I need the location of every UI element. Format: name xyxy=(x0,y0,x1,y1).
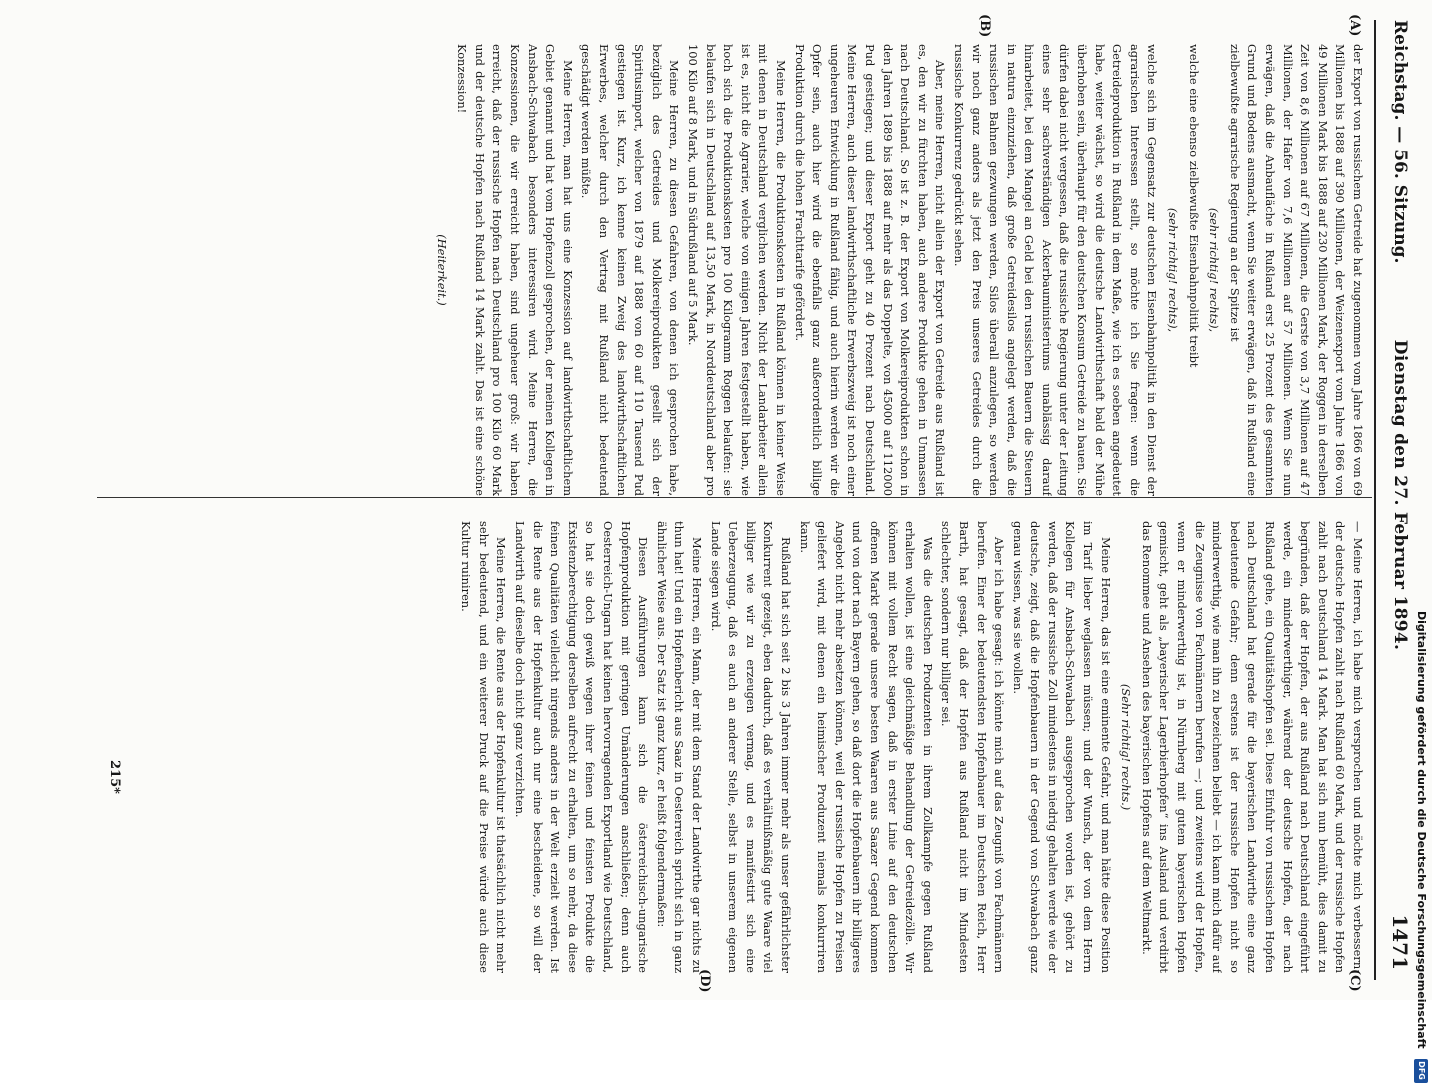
quoted-paragraph: Diesen Ausführungen kann sich die österreichisch-ungarische Hopfenproduktion mit geringen Umänderungen anschließen; denn auch Oesterreich-Ungarn hat keinen hervorragenden Exportland wie Deutschland, so hat sie doch gewiß wegen ihrer feinen und feinsten Produkte die Existenzberechtigung derselben aufrecht zu erhalten, um so mehr, da diese feinen Qualitäten vielleicht nirgends anders in der Welt erzielt werden. Ist die Rente aus der Hopfenkultur auch nur eine bescheidene, so will der Landwirth auf dieselbe doch nicht ganz verzichten. xyxy=(513,521,651,973)
digitization-footer xyxy=(1410,611,1432,1080)
paragraph: Meine Herren, das ist eine eminente Gefahr, und man hätte diese Position im Tarif lieber weglassen müssen; und der Wunsch, der von dem Herrn Kollegen für Ansbach-Schwabach ausgesprochen worden ist, gehört zu werden, daß der russische Zoll mindestens in niedrig gehalten werde wie der deutsche, zeigt, daß die Hopfenbauern in der Gegend von Schwabach ganz genau wissen, was sie wollen. xyxy=(1010,521,1113,973)
paragraph: Was die deutschen Produzenten in ihrem Zollkampfe gegen Rußland erhalten wollen, ist eine gleichmäßige Behandlung der Getreidezölle. Wir können mit vollem Recht sagen, daß in erster Linie auf den deutschen offenen Markt gerade unsere besten Waaren aus Saazer Gegend kommen und von dort nach Bayern gehen, so daß dort die Hopfenbauern ihr billigeres Angebot nicht mehr absetzen können, weil der russische Hopfen zu Preisen geliefert wird, mit denen ein heimischer Produzent niemals konkurriren kann. xyxy=(797,521,935,973)
paragraph: Aber ich habe gesagt: ich könnte mich auf das Zeugniß von Fachmännern berufen. Einer der bedeutendsten Hopfenbauer im Deutschen Reich, Herr Barth, hat gesagt, daß der Hopfen aus Rußland nicht im Mindesten schlechter, sondern nur billiger sei. xyxy=(939,521,1007,973)
margin-mark-a: (A) xyxy=(1347,14,1362,37)
right-column xyxy=(104,521,1366,973)
paragraph: Meine Herren, die Rente aus der Hopfenkultur ist thatsächlich nicht mehr sehr bedeutend, und ein weiterer Druck auf die Preise würde auch diese Kultur ruiniren. xyxy=(459,521,509,973)
paragraph: Meine Herren, zu diesen Gefahren, von denen ich gesprochen habe, bezüglich des Getreides und Molkereiprodukten gesellt sich der Spiritusimport, welcher von 1879 auf 1888 von 60 auf 110 Tausend Pud gestiegen ist. Kurz, ich kenne keinen Zweig des landwirthschaftlichen Erwerbes, welcher durch den Vertrag mit Rußland nicht bedeutend geschädigt werden müßte. xyxy=(579,44,682,496)
paragraph: Meine Herren, ein Mann, der mit dem Stand der Landwirthe gar nichts zu thun hat! Und ein Hopfenbericht aus Saaz in Oesterreich spricht sich in ganz ähnlicher Weise aus. Der Satz ist ganz kurz, er heißt folgendermaßen: xyxy=(654,521,705,973)
paragraph: welche eine ebenso zielbewußte Eisenbahnpolitik treibt xyxy=(1186,44,1201,368)
paragraph: der Export von russischem Getreide hat zugenommen vom Jahre 1866 von 69 Millionen bis 1888 auf 390 Millionen, der Weizenexport vom Jahre 1866 von 49 Millionen Mark bis 1888 auf 230 Millionen Mark, der Roggen in derselben Zeit von 8,6 Millionen auf 67 Millionen, die Gerste von 3,7 Millionen auf 47 Millionen, der Hafer von 7,6 Millionen auf 57 Millionen. Wenn Sie nun erwägen, daß die Anbaufläche in Rußland erst 25 Prozent des gesammten Grund und Bodens ausmacht, wenn Sie weiter erwägen, daß in Rußland eine zielbewußte agrarische Regierung an der Spitze ist xyxy=(1227,44,1365,496)
margin-mark-b: (B) xyxy=(977,14,992,38)
header-date: Dienstag den 27. Februar 1894. xyxy=(1390,339,1410,651)
margin-mark-c: (C) xyxy=(1347,969,1362,992)
paragraph: welche sich im Gegensatz zur deutschen Eisenbahnpolitik in den Dienst der agrarischen Interessen stellt, so möchte ich Sie fragen: wenn die Getreideproduktion in Rußland in dem Maße, wie ich es soeben angedeutet habe, weiter wächst, so wird die deutsche Landwirthschaft bald der Mühe überhoben sein, überhaupt für den deutschen Konsum Getreide zu bauen. Sie dürfen dabei nicht vergessen, daß die russische Regierung unter der Leitung eines sehr sachverständigen Ackerbauministeriums unablässig darauf hinarbeitet, bei dem Mangel an Geld bei den russischen Bauern die Steuern in natura einzuziehen, daß große Getreidesilos angelegt werden, daß die russischen Bahnen gezwungen werden, Silos überall anzulegen, so werden wir noch ganz anders als jetzt den Preis unseres Getreides durch die russische Konkurrenz gedrückt sehen. xyxy=(951,44,1160,496)
interjection: (sehr richtig! rechts), xyxy=(1166,207,1181,333)
sheet-signature: 215* xyxy=(107,760,122,794)
paragraph: Rußland hat sich seit 2 bis 3 Jahren immer mehr als unser gefährlichster Konkurrent gezeigt, eben dadurch, daß es verhältnißmäßig gute Waare viel billiger wie wir zu erzeugen vermag, und es manifestirt sich eine Ueberzeugung, daß es auch an anderer Stelle, selbst in unserem eigenen Lande siegen wird. xyxy=(708,521,793,973)
left-column xyxy=(104,44,1366,496)
page-number: 1471 xyxy=(1388,914,1412,970)
margin-mark-d: (D) xyxy=(697,969,712,993)
dfg-logo-icon: DFG xyxy=(1414,1059,1428,1083)
header-rule xyxy=(1374,20,1376,980)
interjection: (sehr richtig! rechts), xyxy=(1207,207,1222,333)
paragraph: Aber, meine Herren, nicht allein der Export von Getreide aus Rußland ist es, den wir zu fürchten haben, auch andere Produkte gehen in Unmassen nach Deutschland. So ist z. B. der Export von Molkereiprodukten schon in den Jahren 1889 bis 1888 auf mehr als das Doppelte, von 45000 auf 112000 Pud gestiegen; und dieser Export geht zu 40 Prozent nach Deutschland. Meine Herren, auch dieser landwirthschaftliche Erwerbszweig ist noch einer ungeheuren Entwicklung in Rußland fähig, und auch hierin werden wir die Opfer sein, auch hier wird die ebenfalls ganz außerordentlich billige Produktion durch die hohen Frachttarife gefördert. xyxy=(792,44,948,496)
interjection: (Heiterkeit.) xyxy=(434,234,449,306)
header-session: Reichstag. — 56. Sitzung. xyxy=(1390,20,1410,264)
interjection: (Sehr richtig! rechts.) xyxy=(1119,683,1134,811)
paragraph: — Meine Herren, ich habe mich versprochen und möchte mich verbessern: der deutsche Hopfen zahlt nach Rußland 60 Mark, und der russische Hopfen zahlt nach Deutschland 14 Mark. Man hat sich nun bemüht, dies damit zu begründen, daß der Hopfen, der aus Rußland nach Deutschland eingeführt werde, ein minderwerthiger, während der deutsche Hopfen, der nach Rußland gehe, ein Qualitätshopfen sei. Diese Einfuhr von russischem Hopfen nach Deutschland hat gerade für die bayerischen Landwirthe eine ganz bedeutende Gefahr; denn erstens ist der russische Hopfen nicht so minderwerthig, wie man ihn zu bezeichnen beliebt — ich kann mich dafür auf die Zeugnisse von Fachmännern berufen —; und zweitens wird der Hopfen, wenn er minderwerthig ist, in Nürnberg mit gutem bayerischen Hopfen gemischt, geht als „bayerischer Lagerbierhopfen“ ins Ausland und verdirbt das Renommee und Ansehen des bayerischen Hopfens auf dem Weltmarkt. xyxy=(1139,521,1365,973)
paragraph: Meine Herren, die Produktionskosten in Rußland können in keiner Weise mit denen in Deutschland verglichen werden. Nicht der Landarbeiter allein ist es, nicht die Agrarier, welche von einigen Jahren festgestellt haben, wie hoch sich die Produktionskosten pro 100 Kilogramm Roggen belaufen: sie belaufen sich in Deutschland auf 13,50 Mark, in Norddeutschland aber pro 100 Kilo auf 8 Mark, und in Südrußland auf 5 Mark. xyxy=(686,44,788,496)
column-divider xyxy=(97,497,1372,498)
footer-text: Digitalisierung gefördert durch die Deutsche Forschungsgemeinschaft xyxy=(1415,611,1428,1049)
paragraph: Meine Herren, man hat uns eine Konzession auf landwirthschaftlichem Gebiet genannt und hat vom Hopfenzoll gesprochen, der meinen Kollegen in Ansbach-Schwabach besonders interessiren wird. Meine Herren, die Konzessionen, die wir erreicht haben, sind ungeheuer groß: wir haben erreicht, daß der russische Hopfen nach Deutschland pro 100 Kilo 60 Mark und der deutsche Hopfen nach Rußland 14 Mark zahlt. Das ist eine schöne Konzession! xyxy=(455,44,575,496)
